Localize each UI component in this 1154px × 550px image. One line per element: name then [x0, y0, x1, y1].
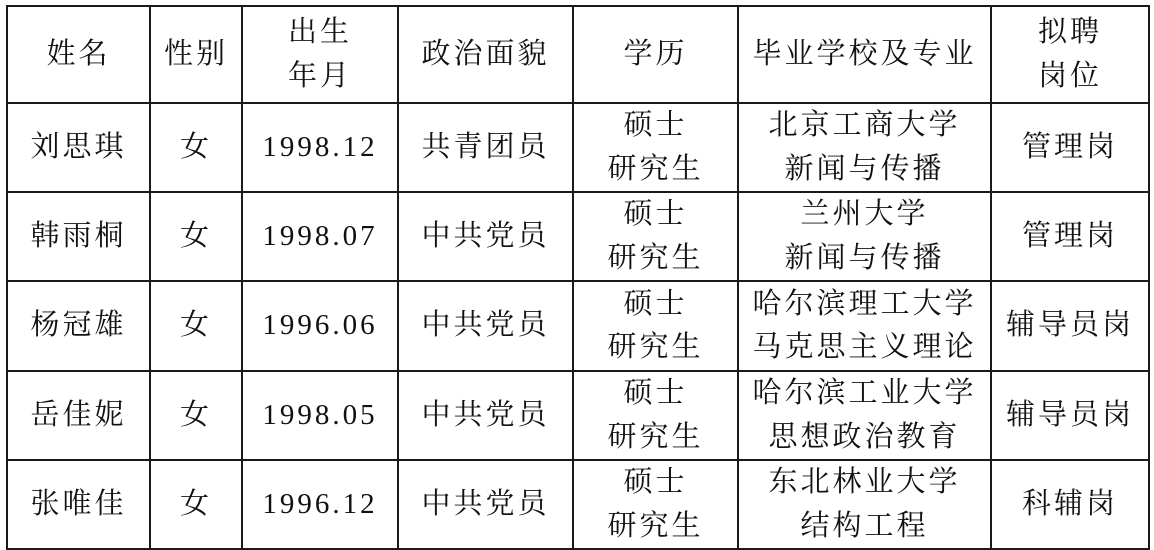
recruitment-candidates-table	[6, 5, 1150, 550]
table-row	[7, 192, 1149, 281]
candidate-education-line2: 研究生	[607, 241, 704, 274]
candidate-birth: 1996.12	[262, 487, 378, 520]
table-row	[7, 103, 1149, 192]
candidate-education-line1: 硕士	[623, 377, 688, 409]
cell-birth	[242, 371, 398, 460]
candidate-political: 共青团员	[421, 130, 550, 163]
cell-education	[573, 371, 738, 460]
cell-name	[7, 281, 150, 371]
cell-gender	[150, 460, 242, 549]
cell-position	[991, 281, 1149, 371]
candidate-education-line2: 研究生	[607, 152, 704, 185]
header-school-label: 毕业学校及专业	[752, 37, 977, 70]
candidate-birth: 1998.12	[262, 130, 378, 163]
candidate-major: 思想政治教育	[768, 420, 961, 453]
candidate-major: 新闻与传播	[784, 152, 945, 185]
table-header-row	[7, 6, 1149, 103]
cell-political	[398, 371, 573, 460]
header-cell-birth	[242, 6, 398, 103]
candidate-political: 中共党员	[421, 398, 550, 431]
table-row	[7, 281, 1149, 371]
header-birth-label-line2: 年月	[287, 59, 352, 92]
header-cell-name	[7, 6, 150, 103]
header-cell-education	[573, 6, 738, 103]
candidate-birth: 1998.05	[262, 398, 378, 431]
cell-education	[573, 460, 738, 549]
cell-education	[573, 281, 738, 371]
candidate-gender: 女	[179, 487, 212, 520]
cell-education	[573, 103, 738, 192]
candidate-birth: 1996.06	[262, 309, 378, 342]
cell-school	[738, 281, 991, 371]
candidate-name: 张唯佳	[30, 487, 127, 520]
candidate-school: 兰州大学	[800, 198, 929, 230]
candidate-education-line2: 研究生	[607, 509, 704, 542]
candidate-name: 刘思琪	[30, 130, 127, 163]
cell-position	[991, 103, 1149, 192]
candidate-political: 中共党员	[421, 219, 550, 252]
cell-school	[738, 371, 991, 460]
candidate-school: 哈尔滨工业大学	[752, 377, 977, 409]
header-birth-label-line1: 出生	[287, 16, 352, 48]
cell-political	[398, 103, 573, 192]
candidate-birth: 1998.07	[262, 219, 378, 252]
candidate-name: 韩雨桐	[30, 219, 127, 252]
cell-school	[738, 460, 991, 549]
header-name-label: 姓名	[46, 37, 111, 70]
cell-position	[991, 192, 1149, 281]
candidate-political: 中共党员	[421, 487, 550, 520]
header-political-label: 政治面貌	[421, 37, 550, 70]
candidate-education-line1: 硕士	[623, 466, 688, 498]
header-cell-gender	[150, 6, 242, 103]
candidate-major: 马克思主义理论	[752, 331, 977, 363]
header-position-label-line1: 拟聘	[1037, 16, 1102, 48]
cell-birth	[242, 192, 398, 281]
header-cell-position	[991, 6, 1149, 103]
cell-political	[398, 460, 573, 549]
cell-political	[398, 281, 573, 371]
header-education-label: 学历	[623, 37, 688, 70]
candidate-position: 管理岗	[1021, 219, 1118, 252]
cell-school	[738, 192, 991, 281]
candidate-education-line1: 硕士	[623, 109, 688, 141]
candidate-gender: 女	[179, 130, 212, 163]
candidate-gender: 女	[179, 398, 212, 431]
candidate-school: 哈尔滨理工大学	[752, 287, 977, 320]
candidate-gender: 女	[179, 219, 212, 252]
cell-birth	[242, 281, 398, 371]
cell-gender	[150, 371, 242, 460]
candidate-name: 岳佳妮	[30, 398, 127, 431]
cell-gender	[150, 103, 242, 192]
cell-birth	[242, 460, 398, 549]
cell-name	[7, 460, 150, 549]
cell-gender	[150, 192, 242, 281]
header-position-label-line2: 岗位	[1037, 59, 1102, 92]
candidate-gender: 女	[179, 309, 212, 342]
candidate-position: 管理岗	[1021, 130, 1118, 163]
cell-name	[7, 103, 150, 192]
cell-school	[738, 103, 991, 192]
candidate-major: 新闻与传播	[784, 241, 945, 274]
candidate-education-line2: 研究生	[607, 331, 704, 363]
cell-position	[991, 371, 1149, 460]
candidate-name: 杨冠雄	[30, 309, 127, 342]
candidate-education-line1: 硕士	[623, 198, 688, 230]
table-row	[7, 371, 1149, 460]
cell-position	[991, 460, 1149, 549]
cell-name	[7, 192, 150, 281]
cell-gender	[150, 281, 242, 371]
candidate-major: 结构工程	[800, 509, 929, 542]
candidate-position: 科辅岗	[1021, 487, 1118, 520]
header-cell-school	[738, 6, 991, 103]
cell-name	[7, 371, 150, 460]
candidate-education-line2: 研究生	[607, 420, 704, 453]
table-row	[7, 460, 1149, 549]
candidate-school: 东北林业大学	[768, 466, 961, 498]
candidate-position: 辅导员岗	[1005, 309, 1134, 342]
cell-birth	[242, 103, 398, 192]
candidate-education-line1: 硕士	[623, 287, 688, 320]
header-cell-political	[398, 6, 573, 103]
cell-education	[573, 192, 738, 281]
candidate-school: 北京工商大学	[768, 109, 961, 141]
candidate-political: 中共党员	[421, 309, 550, 342]
candidate-position: 辅导员岗	[1005, 398, 1134, 431]
header-gender-label: 性别	[163, 37, 228, 70]
cell-political	[398, 192, 573, 281]
